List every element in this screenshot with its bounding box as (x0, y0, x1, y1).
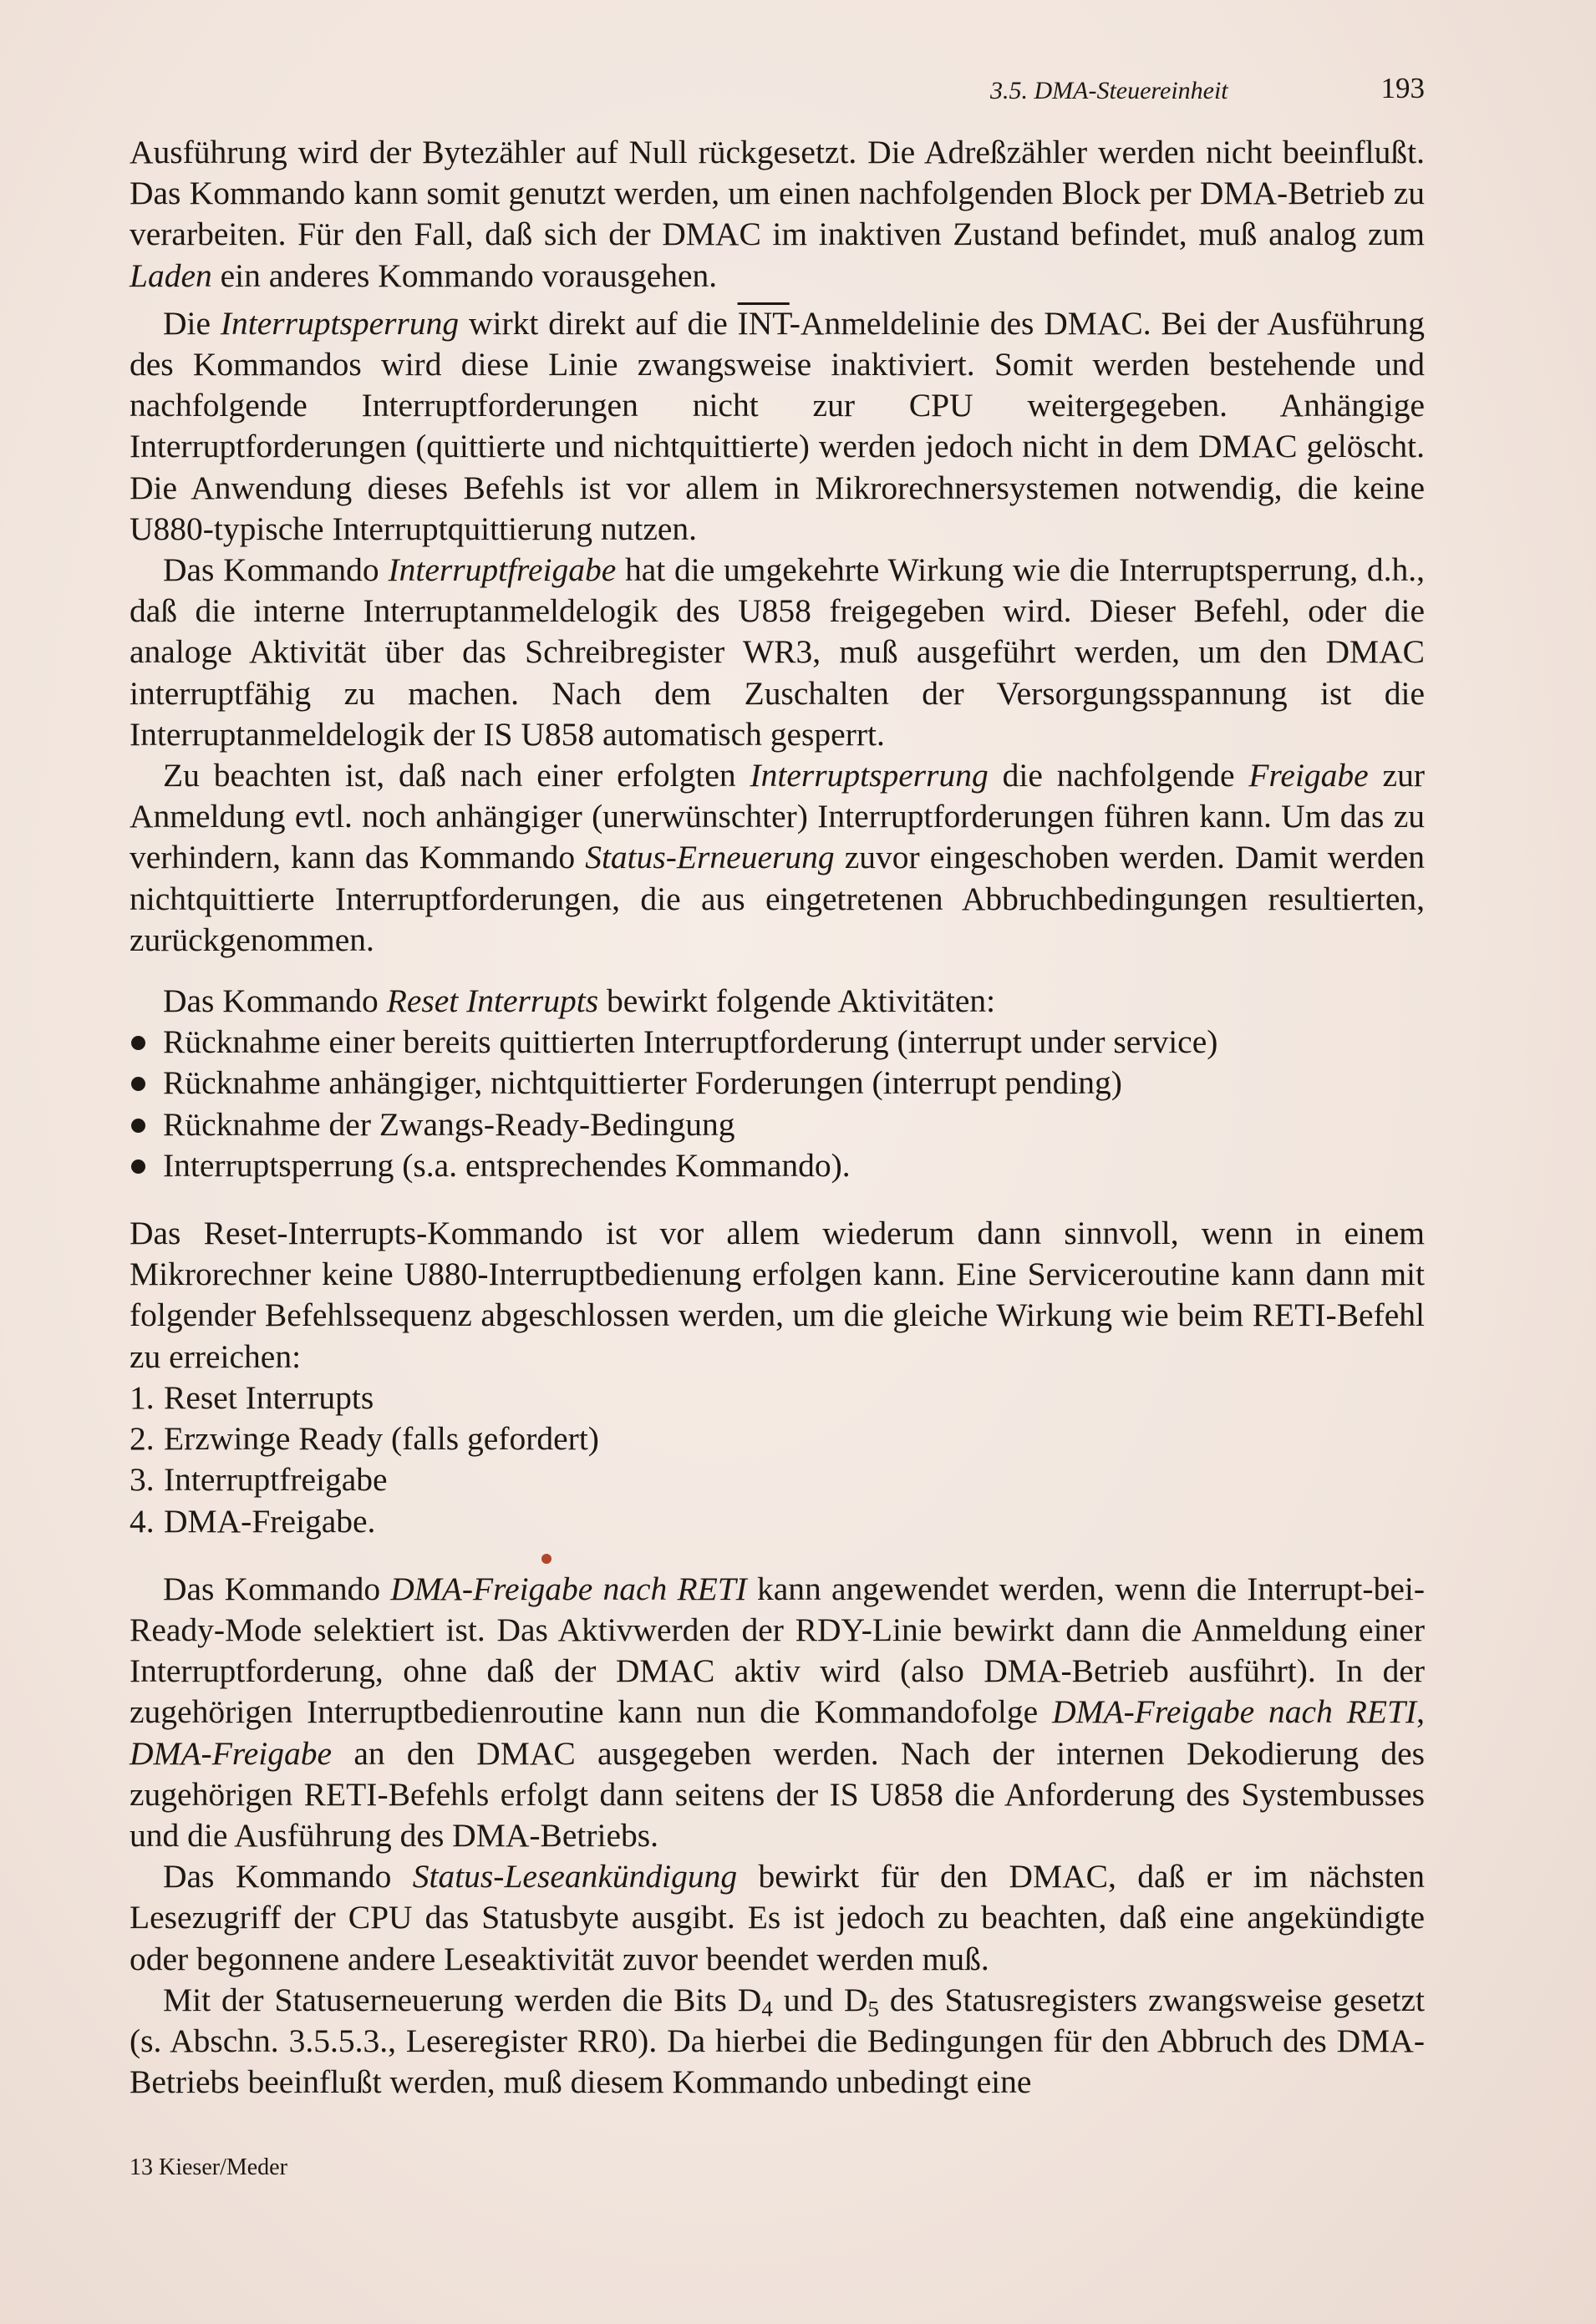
paragraph-reset-interrupts-kommando: Das Reset-Interrupts-Kommando ist vor allem wiederum dann sinnvoll, wenn in einem Mikrorechner keine U880-Interruptbedienung erfolgen kann. Eine Serviceroutine kann dann mit folgender Befehlssequenz abgeschlossen werden, um die gleiche Wirkung wie beim RETI-Befehl zu erreichen: (130, 1215, 1425, 1375)
paragraph-continued: Ausführung wird der Bytezähler auf Null rückgesetzt. Die Adreßzähler werden nicht beeinflußt. Das Kommando kann somit genutzt werden, um einen nachfolgenden Block per DMA-Betrieb zu verarbeiten. Für den Fall, daß sich der DMAC im inaktiven Zustand befindet, muß analog zum Laden ein anderes Kommando vorausgehen. (130, 134, 1425, 294)
emphasis: Status-Leseankündigung (412, 1858, 738, 1895)
paragraph-statuserneuerung: Mit der Statuserneuerung werden die Bits $D_4$ und $D_5$ des Statusregisters zwangsweise gesetzt (s. Abschn. 3.5.5.3., Leseregister RR0). Da hierbei die Bedingungen für den Abbruch des DMA-Betriebs beeinflußt werden, muß diesem Kommando unbedingt eine (130, 1981, 1425, 2101)
emphasis: Laden (130, 256, 212, 294)
emphasis: DMA-Freigabe (130, 1734, 333, 1772)
page-number: 193 (1380, 72, 1425, 104)
paragraph-interruptsperrung: Die Interruptsperrung wirkt direkt auf die $\overline{INT}$-Anmeldelinie des DMAC. Bei der Ausführung des Kommandos wird diese Linie zwangsweise inaktiviert. Somit werden bestehende und nachfolgende Interruptforderungen nicht zur CPU weitergegeben. Anhängige Interruptforderungen (quittierte und nichtquittierte) werden jedoch nicht in dem DMAC gelöscht. Die Anwendung dieses Befehls ist vor allem in Mikrorechnersystemen notwendig, die keine U880-typische Interruptquittierung nutzen. (130, 304, 1425, 547)
section-title: 3.5. DMA-Steuereinheit (990, 77, 1228, 104)
list-item: Rücknahme der Zwangs-Ready-Bedingung (130, 1104, 1425, 1145)
subscript: 4 (761, 1996, 773, 2022)
emphasis: Status-Erneuerung (585, 839, 835, 876)
emphasis: Interruptsperrung (750, 757, 989, 794)
list-item: Rücknahme einer bereits quittierten Interruptforderung (interrupt under service) (130, 1022, 1425, 1063)
paragraph-dma-freigabe-nach-reti: Das Kommando DMA-Freigabe nach RETI kann angewendet werden, wenn die Interrupt-bei-Ready-Mode selektiert ist. Das Aktivwerden der RDY-Linie bewirkt dann die Anmeldung einer Interruptforderung, ohne daß der DMAC aktiv wird (also DMA-Betrieb ausführt). In der zugehörigen Interruptbedienroutine kann nun die Kommandofolge DMA-Freigabe nach RETI, DMA-Freigabe an den DMAC ausgegeben werden. Nach der internen Dekodierung des zugehörigen RETI-Befehls erfolgt dann seitens der IS U858 die Anforderung des Systembusses und die Ausführung des DMA-Betriebs. (130, 1570, 1425, 1854)
list-item: 3. Interruptfreigabe (130, 1461, 388, 1499)
numbered-list (130, 1378, 1425, 1542)
emphasis: DMA-Freigabe nach RETI (390, 1570, 747, 1607)
emphasis: Reset Interrupts (386, 982, 599, 1020)
paragraph-status-leseankuendigung: Das Kommando Status-Leseankündigung bewirkt für den DMAC, daß er im nächsten Lesezugriff der CPU das Statusbyte ausgibt. Es ist jedoch zu beachten, daß eine angekündigte oder begonnene andere Leseaktivität zuvor beendet werden muß. (130, 1858, 1425, 1977)
paragraph-reset-interrupts: Das Kommando Reset Interrupts bewirkt folgende Aktivitäten: (163, 982, 996, 1020)
ink-speck (541, 1554, 551, 1564)
page-body (130, 132, 1425, 2103)
emphasis: Interruptsperrung (220, 304, 460, 342)
list-item: 2. Erzwinge Ready (falls gefordert) (130, 1420, 599, 1458)
list-item: 4. DMA-Freigabe. (130, 1502, 376, 1540)
emphasis: Interruptfreigabe (388, 551, 617, 589)
emphasis: DMA-Freigabe nach RETI (1052, 1693, 1417, 1731)
list-item: Interruptsperrung (s.a. entsprechendes Kommando). (130, 1145, 1425, 1186)
bullet-list (130, 1022, 1425, 1186)
emphasis: Freigabe (1248, 757, 1369, 794)
list-item: 1. Reset Interrupts (130, 1378, 374, 1416)
paragraph-interruptfreigabe: Das Kommando Interruptfreigabe hat die umgekehrte Wirkung wie die Interruptsperrung, d.h., daß die interne Interruptanmeldelogik des U858 freigegeben wird. Dieser Befehl, oder die analoge Aktivität über das Schreibregister WR3, muß ausgeführt werden, um den DMAC interruptfähig zu machen. Nach dem Zuschalten der Versorgungsspannung ist die Interruptanmeldelogik der IS U858 automatisch gesperrt. (130, 551, 1425, 753)
list-item: Rücknahme anhängiger, nichtquittierter Forderungen (interrupt pending) (130, 1063, 1425, 1104)
overlined-signal: $\overline{INT}$ (737, 304, 790, 342)
signature-footer: 13 Kieser/Meder (130, 2154, 287, 2180)
paragraph-beachten: Zu beachten ist, daß nach einer erfolgten Interruptsperrung die nachfolgende Freigabe zur Anmeldung evtl. noch anhängiger (unerwünschter) Interruptforderungen führen kann. Um das zu verhindern, kann das Kommando Status-Erneuerung zuvor eingeschoben werden. Damit werden nichtquittierte Interruptforderungen, die aus eingetretenen Abbruchbedingungen resultierten, zurückgenommen. (130, 757, 1425, 958)
running-header (990, 72, 1425, 114)
subscript: 5 (867, 1996, 879, 2022)
